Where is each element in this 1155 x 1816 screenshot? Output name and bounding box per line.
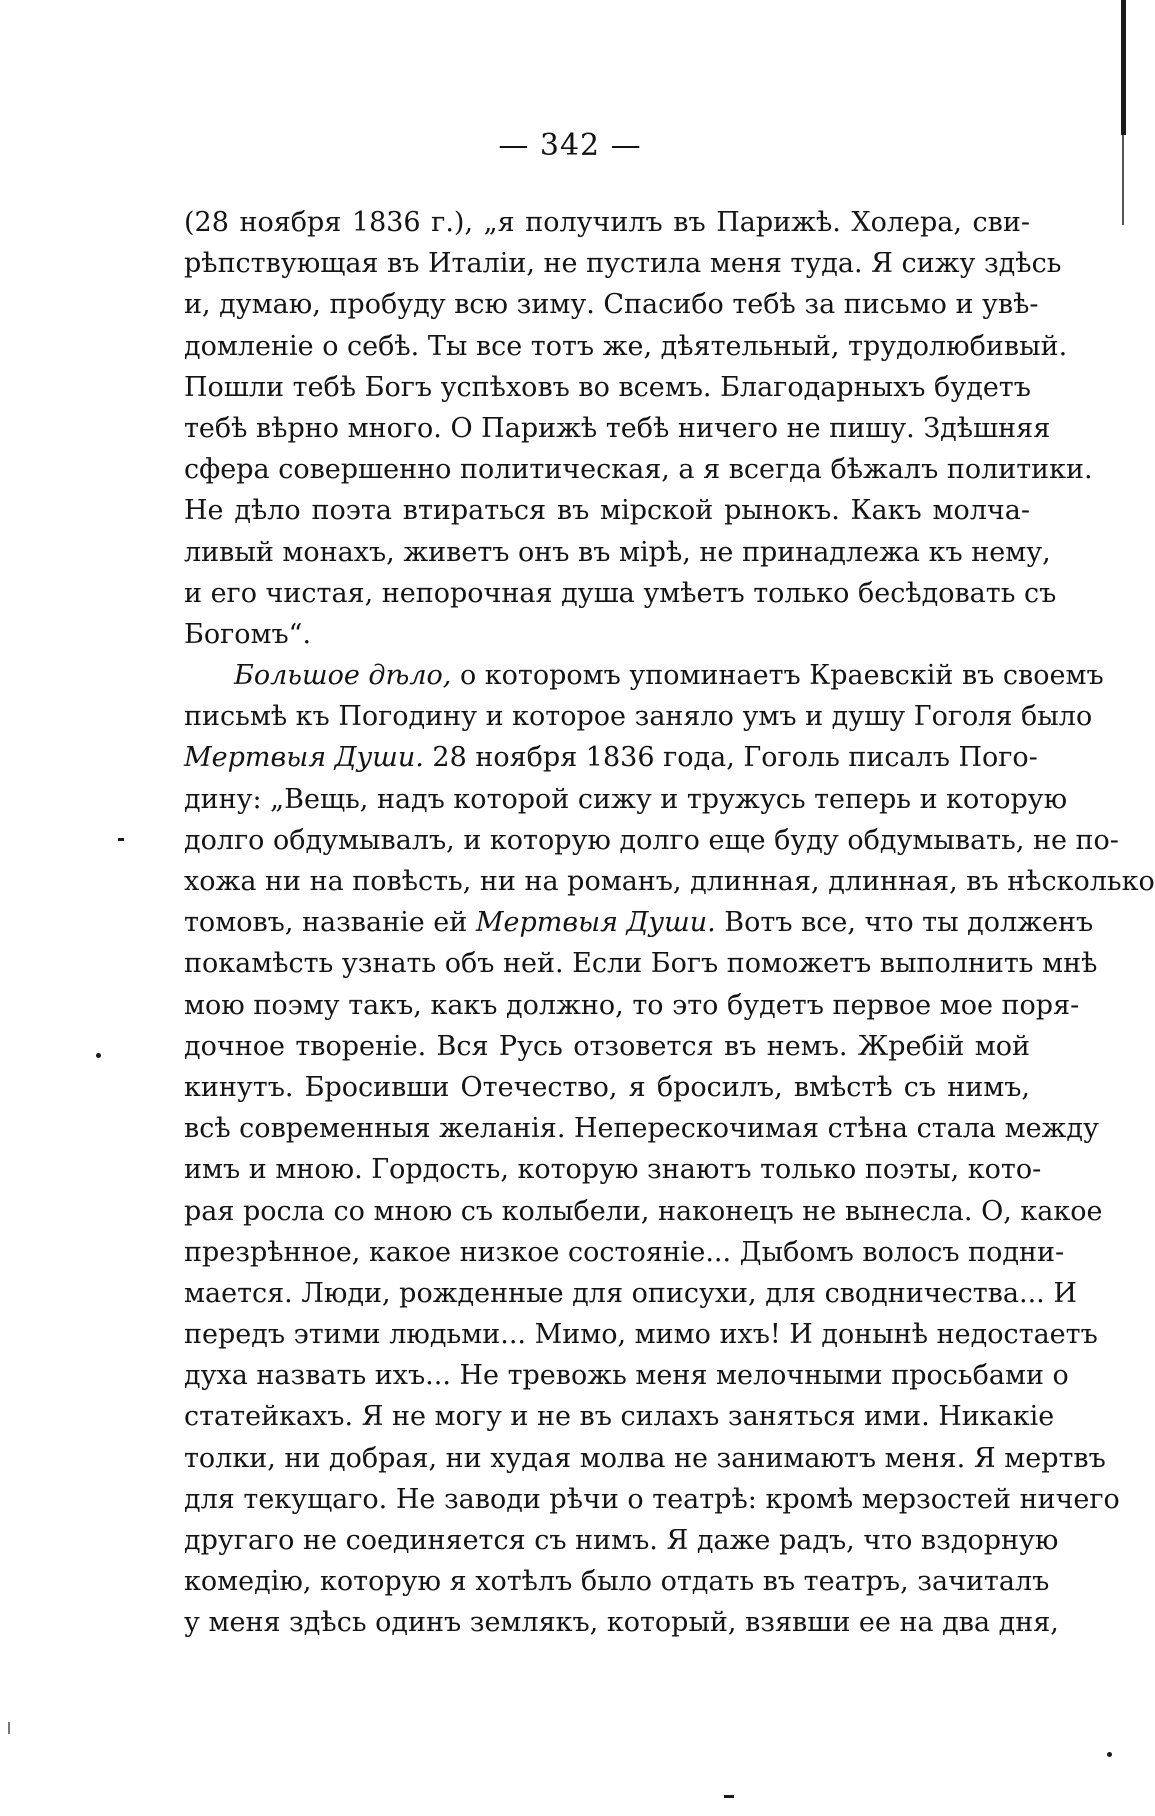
text-line: всѣ современныя желанія. Неперескочимая стѣна стала между [184, 1113, 1099, 1145]
text-line [184, 655, 1104, 696]
text-line: (28 ноября 1836 г.), „я получилъ въ Парижѣ. Холера, сви- [184, 207, 1030, 238]
text-line: рѣпствующая въ Италіи, не пустила меня туда. Я сижу здѣсь [184, 248, 1062, 280]
scan-speck [1107, 1752, 1112, 1757]
text-line: дочное твореніе. Вся Русь отзовется въ немъ. Жребій мой [184, 1030, 1030, 1062]
text-line: у меня здѣсь одинъ землякъ, который, взявши ее на два дня, [184, 1607, 1059, 1639]
page-number: — 342 — [498, 128, 642, 163]
text-line: тебѣ вѣрно много. О Парижѣ тебѣ ничего не пишу. Здѣшняя [184, 412, 1051, 444]
paragraph-letter-quote [184, 202, 1093, 655]
text-span: 28 ноября 1836 года, Гоголь писалъ Пого- [423, 742, 1038, 774]
scan-speck [724, 1795, 734, 1798]
text-line: комедію, которую я хотѣлъ было отдать въ театръ, зачиталъ [184, 1566, 1050, 1598]
text-line: другаго не соединяется съ нимъ. Я даже радъ, что вздорную [184, 1525, 1059, 1556]
italic-phrase: Большое дѣло, [234, 660, 452, 692]
text-line [184, 902, 1094, 943]
text-line: и, думаю, пробуду всю зиму. Спасибо тебѣ за письмо и увѣ- [184, 289, 1039, 321]
text-line: имъ и мною. Гордость, которую знаютъ только поэты, кото- [184, 1154, 1042, 1186]
text-line: хожа ни на повѣсть, ни на романъ, длинная, длинная, въ нѣсколько [184, 866, 1155, 897]
text-line: Пошли тебѣ Богъ успѣховъ во всемъ. Благодарныхъ будетъ [184, 371, 1031, 403]
text-line: Не дѣло поэта втираться въ мірской рынокъ. Какъ молча- [184, 495, 1030, 527]
text-line: долго обдумывалъ, и которую долго еще буду обдумывать, не по- [184, 824, 1119, 856]
italic-title: Мертвыя Души. [184, 742, 424, 774]
text-line: покамѣсть узнать объ ней. Если Богъ поможетъ выполнить мнѣ [184, 948, 1098, 980]
italic-title: Мертвыя Души. [475, 907, 716, 939]
text-line: передъ этими людьми... Мимо, мимо ихъ! И донынѣ недостаетъ [184, 1319, 1098, 1351]
paragraph-dead-souls [184, 655, 1155, 1644]
text-span: томовъ, названіе ей [184, 907, 476, 939]
scan-speck [96, 1053, 101, 1058]
scan-edge-line [1121, 0, 1126, 135]
text-line: рая росла со мною съ колыбели, наконецъ не вынесла. О, какое [184, 1195, 1103, 1227]
body-text [184, 202, 1155, 1644]
text-line: презрѣнное, какое низкое состояніе... Дыбомъ волосъ подни- [184, 1236, 1065, 1268]
text-line [184, 737, 1038, 778]
text-line: сфера совершенно политическая, а я всегда бѣжалъ политики. [184, 454, 1093, 486]
text-line: для текущаго. Не заводи рѣчи о театрѣ: кромѣ мерзостей ничего [184, 1483, 1120, 1515]
text-line: и его чистая, непорочная душа умѣетъ только бесѣдовать съ [184, 577, 1057, 609]
text-line: домленіе о себѣ. Ты все тотъ же, дѣятельный, трудолюбивый. [184, 330, 1068, 362]
text-line: кинутъ. Бросивши Отечество, я бросилъ, вмѣстѣ съ нимъ, [184, 1071, 1030, 1103]
text-span: о которомъ упоминаетъ Краевскій въ своемъ [451, 660, 1104, 692]
text-line: Богомъ“. [184, 618, 312, 650]
text-line: мается. Люди, рожденные для описухи, для сводничества... И [184, 1277, 1077, 1309]
text-line: толки, ни добрая, ни худая молва не занимаютъ меня. Я мертвъ [184, 1442, 1106, 1474]
text-line: статейкахъ. Я не могу и не въ силахъ заняться ими. Никакіе [184, 1401, 1055, 1433]
text-line: письмѣ къ Погодину и которое заняло умъ и душу Гоголя было [184, 701, 1093, 733]
text-line: мою поэму такъ, какъ должно, то это будетъ первое мое поря- [184, 989, 1080, 1021]
scan-speck [118, 838, 124, 841]
text-line: духа назвать ихъ... Не тревожь меня мелочными просьбами о [184, 1360, 1069, 1392]
text-span: Вотъ все, что ты долженъ [715, 907, 1094, 939]
text-line: дину: „Вещь, надъ которой сижу и тружусь теперь и которую [184, 783, 1068, 815]
text-line: ливый монахъ, живетъ онъ въ мірѣ, не принадлежа къ нему, [184, 536, 1051, 568]
scan-speck [8, 1722, 10, 1734]
